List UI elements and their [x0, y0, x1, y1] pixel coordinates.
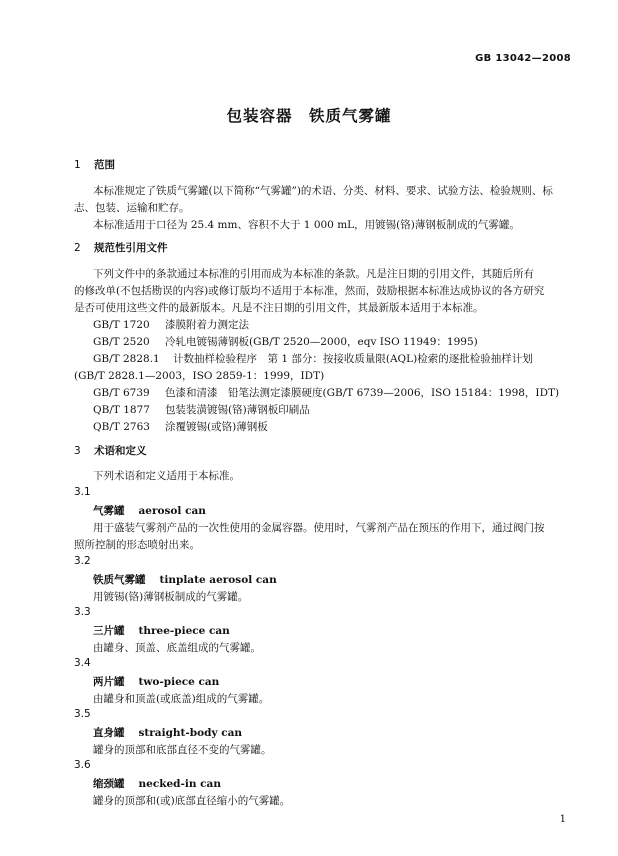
term-name [93, 674, 219, 689]
reference-code: GB/T 2828.1 [93, 353, 160, 365]
term-number: 3.6 [74, 759, 91, 771]
term-number: 3.1 [74, 486, 91, 498]
reference-title: 漆膜附着力测定法 [165, 319, 249, 331]
paragraph-line: 下列文件中的条款通过本标准的引用而成为本标准的条款。凡是注日期的引用文件，其随后所有 [93, 268, 534, 280]
section-2-heading [74, 240, 168, 255]
term-cn: 三片罐 [93, 625, 125, 637]
reference-code: QB/T 1877 [93, 404, 150, 416]
term-cn: 铁质气雾罐 [93, 574, 146, 586]
term-cn: 两片罐 [93, 676, 125, 688]
term-definition: 用于盛装气雾剂产品的一次性使用的金属容器。使用时，气雾剂产品在预压的作用下，通过阀门按 [93, 522, 545, 534]
standard-number: GB 13042—2008 [475, 53, 571, 64]
term-name [93, 776, 221, 791]
reference-code: GB/T 1720 [93, 319, 150, 331]
term-definition: 用镀锡(铬)薄钢板制成的气雾罐。 [93, 591, 249, 603]
term-definition: 照所控制的形态喷射出来。 [74, 539, 200, 551]
section-number: 1 [74, 159, 81, 171]
term-name [93, 623, 230, 638]
term-en: necked-in can [138, 778, 221, 790]
term-number: 3.2 [74, 555, 91, 567]
reference-title: 冷轧电镀锡薄钢板(GB/T 2520—2000，eqv ISO 11949：1995) [165, 336, 478, 348]
term-en: aerosol can [138, 505, 206, 517]
reference-title: 色漆和清漆 铅笔法测定漆膜硬度(GB/T 6739—2006，ISO 15184：1998，IDT) [165, 387, 560, 399]
reference-title: 涂覆镀锡(或铬)薄钢板 [165, 421, 268, 433]
reference-item [93, 402, 310, 417]
section-title: 术语和定义 [94, 445, 147, 457]
reference-item [93, 351, 533, 366]
section-title: 规范性引用文件 [94, 242, 168, 254]
reference-item [93, 385, 559, 400]
reference-title: 计数抽样检验程序 第 1 部分：按接收质量限(AQL)检索的逐批检验抽样计划 [173, 353, 533, 365]
term-definition: 由罐身和顶盖(或底盖)组成的气雾罐。 [93, 693, 270, 705]
reference-item [93, 334, 478, 349]
term-en: straight-body can [138, 727, 243, 739]
term-en: tinplate aerosol can [159, 574, 277, 586]
paragraph-line: 下列术语和定义适用于本标准。 [93, 470, 240, 482]
paragraph-line: 志、包装、运输和贮存。 [74, 202, 190, 214]
page-number: 1 [559, 814, 566, 825]
term-definition: 罐身的顶部和(或)底部直径缩小的气雾罐。 [93, 795, 291, 807]
term-name [93, 725, 242, 740]
section-number: 2 [74, 242, 81, 254]
section-3-heading [74, 443, 147, 458]
term-cn: 气雾罐 [93, 505, 125, 517]
paragraph-line: 本标准规定了铁质气雾罐(以下简称“气雾罐”)的术语、分类、材料、要求、试验方法、检验规则、标 [93, 185, 553, 197]
paragraph-line: 的修改单(不包括勘误的内容)或修订版均不适用于本标准，然而，鼓励根据本标准达成协议的各方研究 [74, 285, 545, 297]
paragraph-line: 本标准适用于口径为 25.4 mm、容积不大于 1 000 mL，用镀锡(铬)薄钢板制成的气雾罐。 [93, 219, 520, 231]
reference-title: 包装装潢镀锡(铬)薄钢板印刷品 [165, 404, 310, 416]
term-definition: 罐身的顶部和底部直径不变的气雾罐。 [93, 744, 272, 756]
reference-item [93, 317, 249, 332]
section-title: 范围 [94, 159, 115, 171]
paragraph-line: 是否可使用这些文件的最新版本。凡是不注日期的引用文件，其最新版本适用于本标准。 [74, 302, 484, 314]
reference-continuation: (GB/T 2828.1—2003，ISO 2859-1：1999，IDT) [74, 370, 325, 382]
reference-code: QB/T 2763 [93, 421, 150, 433]
page-title: 包装容器 铁质气雾罐 [226, 107, 392, 125]
term-number: 3.3 [74, 606, 91, 618]
reference-code: GB/T 6739 [93, 387, 150, 399]
term-en: three-piece can [138, 625, 230, 637]
term-cn: 直身罐 [93, 727, 125, 739]
term-en: two-piece can [138, 676, 220, 688]
term-name [93, 572, 277, 587]
reference-code: GB/T 2520 [93, 336, 150, 348]
term-cn: 缩颈罐 [93, 778, 125, 790]
term-definition: 由罐身、顶盖、底盖组成的气雾罐。 [93, 642, 261, 654]
reference-item [93, 419, 268, 434]
section-1-heading [74, 157, 115, 172]
term-number: 3.5 [74, 708, 91, 720]
term-number: 3.4 [74, 657, 91, 669]
term-name [93, 503, 206, 518]
section-number: 3 [74, 445, 81, 457]
